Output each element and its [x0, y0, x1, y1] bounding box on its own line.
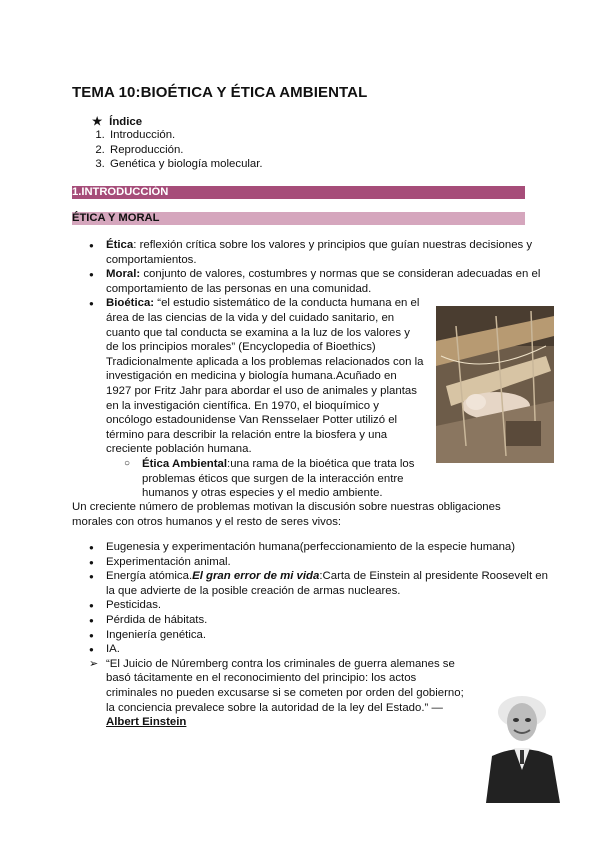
intro-paragraph: Un creciente número de problemas motivan la discusión sobre nuestras obligaciones morales con otros humanos y el resto de seres vivos: [72, 501, 501, 528]
page-title: TEMA 10:BIOÉTICA Y ÉTICA AMBIENTAL [72, 84, 368, 101]
term-moral: Moral: [106, 268, 141, 281]
atomica-label: Energía atómica. [106, 570, 193, 583]
list-item-bioetica [106, 296, 424, 500]
index-heading-label: Índice [109, 116, 143, 128]
term-etica: Ética [106, 239, 134, 251]
term-ambiental: Ética Ambiental [142, 457, 228, 470]
text-moral: conjunto de valores, costumbres y normas que se consideran adecuadas en el comportamiento de las personas en una comunidad. [106, 268, 541, 295]
index-item: 1. Introducción. [108, 128, 263, 143]
list-item: ● IA. [106, 642, 558, 657]
star-icon: ★ [92, 116, 103, 128]
quote-item [106, 657, 466, 730]
list-item-ambiental [142, 457, 424, 501]
text-ambiental: :una rama de la bioética que trata los problemas éticos que surgen de la interacción entre humanos y otras especies y el medio ambiente. [142, 457, 415, 500]
index-heading [92, 114, 142, 128]
list-item-etica [106, 238, 558, 267]
atomica-emphasis: El gran error de mi vida [192, 570, 320, 583]
section-heading-etica-moral: ÉTICA Y MORAL [72, 212, 525, 225]
list-item-atomica [106, 569, 558, 598]
index-list [72, 128, 263, 172]
lab-experiment-photo [436, 306, 554, 463]
einstein-portrait [476, 690, 569, 803]
text-etica: : reflexión crítica sobre los valores y principios que guían nuestras decisiones y comportamientos. [106, 239, 533, 266]
index-item: 2. Reproducción. [108, 143, 263, 158]
atomica-text: :Carta de Einstein al presidente Roosevelt en la que advierte de la posible creación de armas nucleares. [106, 570, 548, 597]
term-bioetica: Bioética: [106, 297, 155, 310]
list-item-moral [106, 267, 558, 296]
list-item: ● Pérdida de hábitats. [106, 613, 558, 628]
quote-author: Albert Einstein [106, 716, 187, 729]
list-item: ● Ingeniería genética. [106, 628, 558, 643]
list-item: ● Eugenesia y experimentación humana(perfeccionamiento de la especie humana) [106, 540, 558, 555]
text-bioetica: “el estudio sistemático de la conducta humana en el área de las ciencias de la vida y del cuidado sanitario, en cuanto que tal conducta se examina a la luz de los valores y de los principios morales” (Encyclopedia of Bioethics) Tradicionalmente aplicada a los problemas relacionados con la investigación en medicina y biología humana.Acuñado en 1927 por Fritz Jahr para abordar el uso de animales y plantas en la investigación científica. En 1970, el bioquímico y oncólogo estadounidense Van Rensselaer Potter utilizó el término para describir la relación entre la biosfera y una creciente población humana. [106, 297, 424, 456]
list-item: ● Experimentación animal. [106, 555, 558, 570]
sub-list [106, 457, 424, 501]
section-heading-intro: 1.INTRODUCCIÓN [72, 186, 525, 199]
quote-text: “El Juicio de Núremberg contra los criminales de guerra alemanes se basó tácitamente en el reconocimiento del principio: los actos criminales no pueden excusarse si se cometen por orden del gobierno; la conciencia prevalece sobre la autoridad de la ley del Estado.” — [106, 657, 464, 714]
index-item: 3. Genética y biología molecular. [108, 157, 263, 172]
list-item: ● Pesticidas. [106, 598, 558, 613]
